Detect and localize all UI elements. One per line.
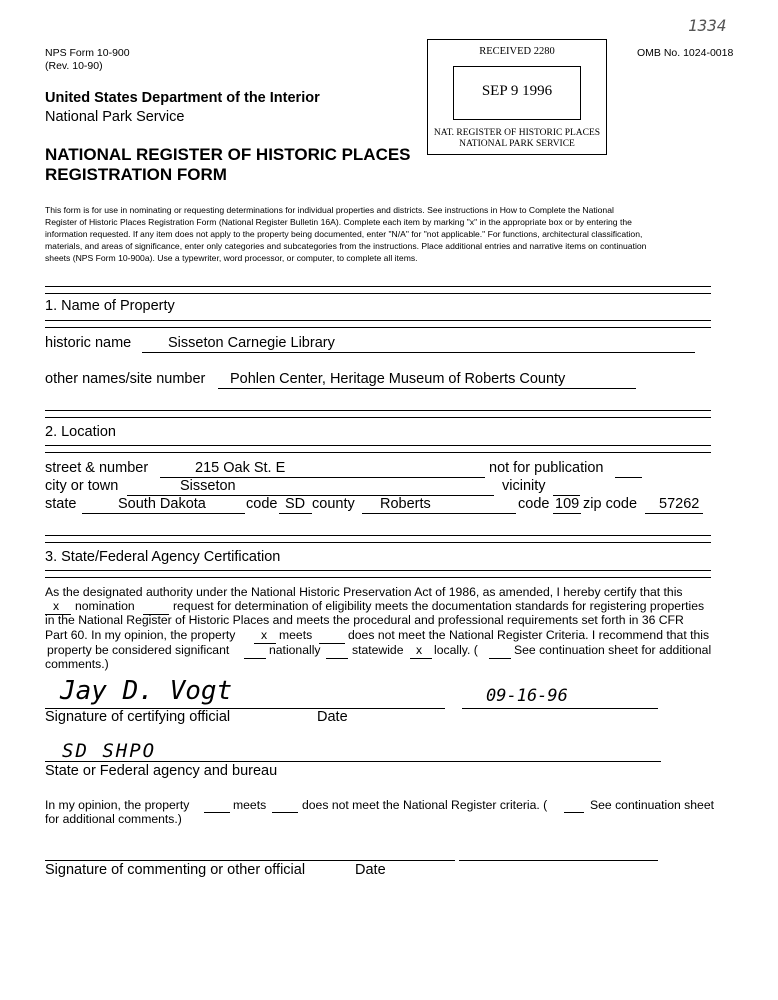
state-label: state (45, 496, 77, 512)
state-value[interactable]: South Dakota (118, 496, 206, 512)
state-underline (82, 513, 245, 514)
department-name: United States Department of the Interior (45, 90, 320, 106)
county-code-underline (553, 513, 581, 514)
instructions-line: Register of Historic Places Registration Form (National Register Bulletin 16A). Complete each item by marking "x" in the appropriate box or by entering the (45, 217, 632, 227)
certification-text: property be considered significant (47, 643, 230, 657)
meets-label: meets (279, 628, 313, 642)
opinion-meets-checkbox[interactable] (204, 812, 230, 813)
certification-text: Part 60. In my opinion, the property (45, 628, 236, 642)
section2-heading: 2. Location (45, 424, 116, 440)
received-stamp (427, 39, 607, 155)
historic-name-value[interactable]: Sisseton Carnegie Library (168, 335, 335, 351)
nomination-label: nomination (75, 599, 135, 613)
vicinity-label: vicinity (502, 478, 546, 494)
historic-name-underline (142, 352, 695, 353)
state-code-label: code (246, 496, 278, 512)
instructions-line: sheets (NPS Form 10-900a). Use a typewriter, word processor, or computer, to complete all items. (45, 253, 418, 263)
stamp-date-box (453, 66, 581, 120)
nationally-label: nationally (269, 643, 321, 657)
county-code-value[interactable]: 109 (555, 496, 580, 512)
service-name: National Park Service (45, 109, 185, 125)
form-subtitle: REGISTRATION FORM (45, 165, 227, 184)
street-value[interactable]: 215 Oak St. E (195, 460, 286, 476)
certification-text: does not meet the National Register Criteria. I recommend that this (348, 628, 710, 642)
nationally-checkbox[interactable] (244, 658, 266, 659)
section-divider (45, 535, 711, 543)
section-divider (45, 410, 711, 418)
commenting-date-line[interactable] (459, 860, 658, 861)
handwritten-number: 1334 (688, 16, 727, 35)
not-for-publication-field[interactable] (615, 477, 642, 478)
stamp-line1: NAT. REGISTER OF HISTORIC PLACES (433, 128, 601, 138)
other-names-value[interactable]: Pohlen Center, Heritage Museum of Roberts County (230, 371, 566, 387)
zip-label: zip code (583, 496, 638, 512)
opinion-continuation-checkbox[interactable] (564, 812, 584, 813)
continuation-checkbox[interactable] (489, 658, 511, 659)
stamp-line2: NATIONAL PARK SERVICE (459, 139, 575, 149)
historic-name-label: historic name (45, 335, 132, 351)
opinion-text: See continuation sheet (590, 798, 714, 812)
date-label: Date (317, 709, 348, 725)
agency-value: SD SHPO (62, 740, 157, 762)
section-divider (45, 445, 711, 453)
section-divider (45, 286, 711, 294)
opinion-not-meet-checkbox[interactable] (272, 812, 298, 813)
date-line (462, 708, 658, 709)
section-divider (45, 570, 711, 578)
state-code-value[interactable]: SD (285, 496, 306, 512)
state-code-underline (279, 513, 312, 514)
zip-underline (645, 513, 703, 514)
certification-text: comments.) (45, 657, 109, 671)
opinion-meets-label: meets (233, 798, 267, 812)
instructions-line: materials, and areas of significance, enter only categories and subcategories from the instructions. Place additional entries and narrative items on continuation (45, 241, 647, 251)
certifying-signature: Jay D. Vogt (60, 676, 233, 706)
stamp-received: RECEIVED 2280 (479, 46, 555, 57)
street-label: street & number (45, 460, 149, 476)
signature-date: 09-16-96 (486, 686, 568, 706)
zip-value[interactable]: 57262 (659, 496, 700, 512)
instructions-line: This form is for use in nominating or requesting determinations for individual properties and districts. See instructions in How to Complete the National (45, 205, 614, 215)
section-divider (45, 320, 711, 328)
certification-text: request for determination of eligibility meets the documentation standards for registering properties (173, 599, 705, 613)
county-value[interactable]: Roberts (380, 496, 431, 512)
omb-number: OMB No. 1024-0018 (637, 47, 734, 59)
certification-text: As the designated authority under the National Historic Preservation Act of 1986, as amended, I hereby certify that this (45, 585, 683, 599)
other-names-label: other names/site number (45, 371, 206, 387)
form-revision: (Rev. 10-90) (45, 60, 103, 72)
agency-label: State or Federal agency and bureau (45, 763, 278, 779)
meets-mark: x (261, 628, 268, 642)
commenting-date-label: Date (355, 862, 386, 878)
county-label: county (312, 496, 355, 512)
statewide-checkbox[interactable] (326, 658, 348, 659)
opinion-text: for additional comments.) (45, 812, 182, 826)
city-value[interactable]: Sisseton (180, 478, 236, 494)
county-code-label: code (518, 496, 550, 512)
section1-heading: 1. Name of Property (45, 298, 175, 314)
instructions-line: information requested. If any item does not apply to the property being documented, enter "N/A" for "not applicable." For functions, architectural classification, (45, 229, 643, 239)
city-label: city or town (45, 478, 119, 494)
nomination-mark: x (53, 599, 60, 613)
locally-checkbox[interactable] (410, 658, 432, 659)
certification-text: See continuation sheet for additional (514, 643, 712, 657)
stamp-date: SEP 9 1996 (481, 83, 553, 99)
certification-text: in the National Register of Historic Places and meets the procedural and professional requirements set forth in 36 CFR (45, 613, 684, 627)
locally-label: locally. ( (434, 643, 478, 657)
does-not-meet-checkbox[interactable] (319, 643, 345, 644)
county-underline (362, 513, 516, 514)
section3-heading: 3. State/Federal Agency Certification (45, 549, 281, 565)
not-for-publication-label: not for publication (489, 460, 604, 476)
form-number: NPS Form 10-900 (45, 47, 130, 59)
opinion-text: does not meet the National Register criteria. ( (302, 798, 548, 812)
agency-line (45, 761, 661, 762)
opinion-text: In my opinion, the property (45, 798, 190, 812)
commenting-signature-label: Signature of commenting or other official (45, 862, 306, 878)
form-title: NATIONAL REGISTER OF HISTORIC PLACES (45, 145, 411, 164)
locally-mark: x (416, 643, 423, 657)
commenting-signature-line[interactable] (45, 860, 455, 861)
statewide-label: statewide (352, 643, 404, 657)
signature-label: Signature of certifying official (45, 709, 231, 725)
other-names-underline (218, 388, 636, 389)
